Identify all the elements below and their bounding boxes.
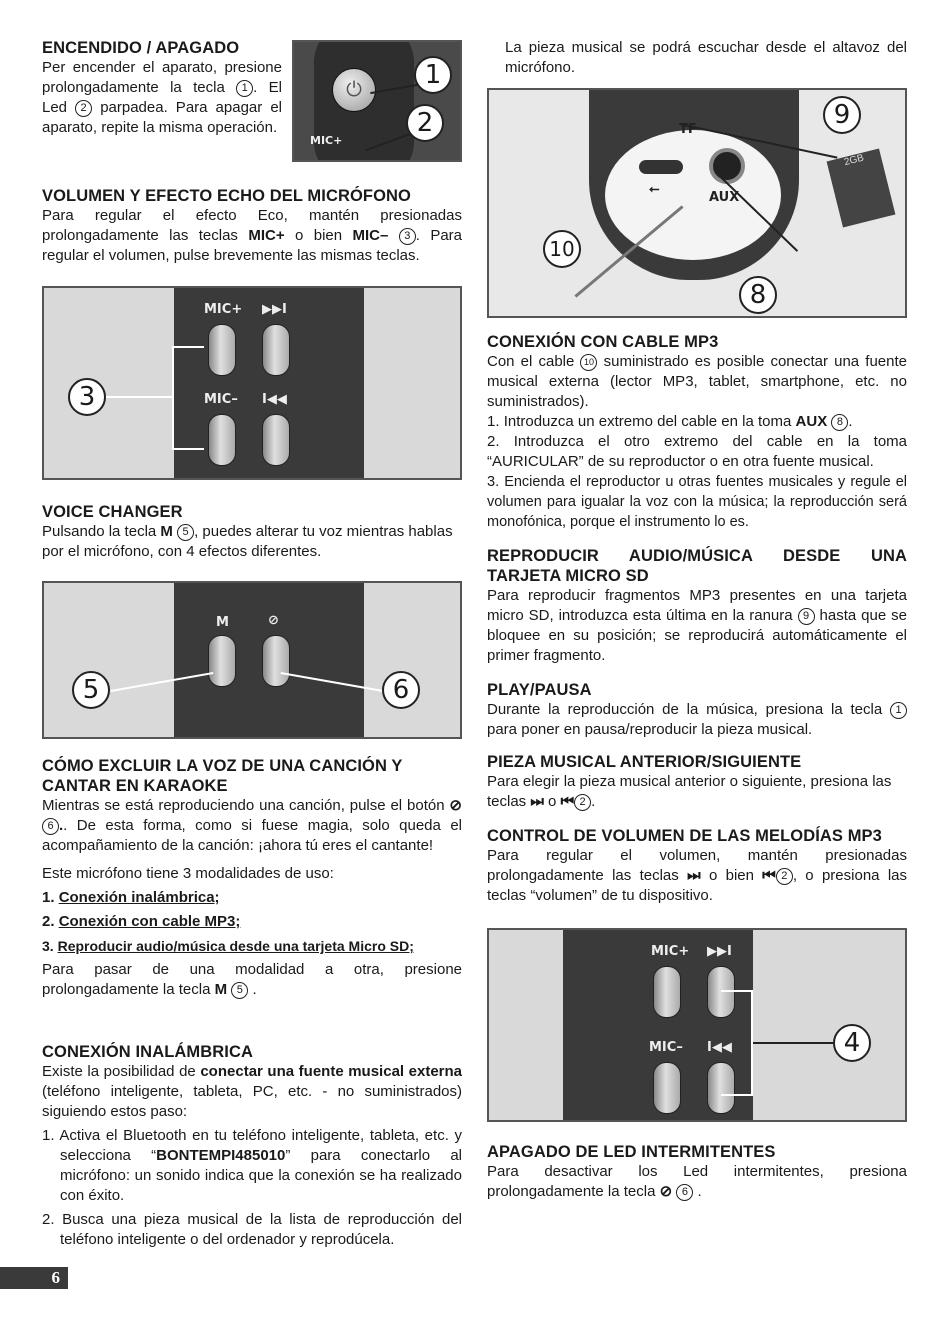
section-micro-sd <box>487 546 907 666</box>
aux-port <box>709 148 745 184</box>
section-text: Para pasar de una modalidad a otra, presione prolongadamente la tecla M 5 . <box>42 961 462 998</box>
prev-button <box>262 414 290 466</box>
section-text: Con el cable 10 suministrado es posible conectar una fuente musical externa (lector MP3, tablet, smartphone, etc. no suministrados). <box>487 353 907 410</box>
section-title: APAGADO DE LED INTERMITENTES <box>487 1143 776 1161</box>
section-karaoke <box>42 756 462 1000</box>
section-volume-echo <box>42 186 462 266</box>
section-play-pause <box>487 680 907 740</box>
aux-label: AUX <box>709 190 740 205</box>
section-title: VOICE CHANGER <box>42 503 183 521</box>
vocal-cut-icon: ⊘ <box>449 797 462 814</box>
section-text: Para regular el volumen, mantén presionadas prolongadamente las teclas ⏭ o bien ⏮ 2 , o presiona las teclas “volumen” de tu dispositivo. <box>487 847 908 904</box>
section-prev-next <box>487 752 907 812</box>
mic-plus-label: MIC+ <box>310 134 343 147</box>
section-mp3-cable <box>487 332 907 532</box>
sd-card: 2GB <box>827 148 896 227</box>
list-item: 2. Introduzca el otro extremo del cable en la toma “AURICULAR” de su reproductor o en otra fuente musical. <box>487 433 908 470</box>
mic-minus-button <box>208 414 236 466</box>
figure-mic-buttons <box>42 286 462 480</box>
mic-plus-button <box>653 966 681 1018</box>
section-text: Para desactivar los Led intermitentes, presiona prolongadamente la tecla ⊘ 6 . <box>487 1163 907 1200</box>
section-text: Per encender el aparato, presione prolongadamente la tecla 1 . El Led 2 parpadea. Para apagar el aparato, repite la misma operación. <box>42 59 283 136</box>
section-text: Para reproducir fragmentos MP3 presentes en una tarjeta micro SD, introduzca esta última en la ranura 9 hasta que se bloquee en su posición; se reproducirá automáticamente el primer fragmento. <box>487 587 907 664</box>
callout-8: 8 <box>739 276 777 314</box>
m-button <box>208 635 236 687</box>
section-title: ENCENDIDO / APAGADO <box>42 39 240 57</box>
section-text: Existe la posibilidad de conectar una fuente musical externa (teléfono inteligente, tableta, PC, etc. - no suministrados) siguiendo estos paso: <box>42 1063 463 1120</box>
section-power <box>42 38 282 138</box>
prev-icon: ⏮ <box>560 793 575 810</box>
mode-1: 1. Conexión inalámbrica; <box>42 889 220 906</box>
vocal-cut-icon: ⊘ <box>659 1183 673 1200</box>
section-led-off <box>487 1142 907 1202</box>
callout-3: 3 <box>68 378 106 416</box>
section-title: VOLUMEN Y EFECTO ECHO DEL MICRÓFONO <box>42 187 411 205</box>
callout-5: 5 <box>72 671 110 709</box>
mic-minus-label: MIC– <box>649 1040 683 1055</box>
section-text: Para regular el efecto Eco, mantén presionadas prolongadamente las teclas MIC+ o bien MIC– 3 . Para regular el volumen, pulse brevemente las mismas teclas. <box>42 207 463 264</box>
section-text: Durante la reproducción de la música, presiona la tecla 1 para poner en pausa/reproducir la pieza musical. <box>487 700 907 740</box>
usb-port <box>639 160 683 174</box>
vocal-cut-button <box>262 635 290 687</box>
callout-6: 6 <box>382 671 420 709</box>
mic-plus-button <box>208 324 236 376</box>
tf-label: TF <box>679 122 697 137</box>
mic-plus-label: MIC+ <box>204 302 243 317</box>
mic-minus-button <box>653 1062 681 1114</box>
figure-power-button <box>292 40 462 162</box>
section-title: PIEZA MUSICAL ANTERIOR/SIGUIENTE <box>487 753 802 771</box>
callout-4: 4 <box>833 1024 871 1062</box>
section-text: Mientras se está reproduciendo una canción, pulse el botón ⊘ 6 .. De esta forma, como si fuese magia, solo queda el acompañamiento de la canción: ¡ahora tú eres el cantante! <box>42 797 462 854</box>
callout-2: 2 <box>406 104 444 142</box>
list-item: 1. Activa el Bluetooth en tu teléfono inteligente, tableta, etc. y selecciona “BONTEMPI485010” para conectarlo al micrófono: un sonido indica que la conexión se ha realizado con éxito. <box>42 1127 462 1204</box>
figure-voice-buttons <box>42 581 462 739</box>
next-icon: ⏭ <box>530 793 544 810</box>
next-label: ▶▶I <box>707 944 732 959</box>
page-number: 6 <box>0 1267 68 1289</box>
callout-1: 1 <box>414 56 452 94</box>
figure-ports <box>487 88 907 318</box>
mode-3: 3. Reproducir audio/música desde una tarjeta Micro SD; <box>42 938 414 954</box>
figure-track-buttons <box>487 928 907 1122</box>
intro-text: La pieza musical se podrá escuchar desde el altavoz del micrófono. <box>505 39 907 76</box>
prev-label: I◀◀ <box>707 1040 732 1055</box>
section-wireless <box>42 1042 462 1250</box>
callout-9: 9 <box>823 96 861 134</box>
mic-plus-label: MIC+ <box>651 944 690 959</box>
list-item: 1. Introduzca un extremo del cable en la toma AUX 8 . <box>487 413 853 430</box>
section-title: CONEXIÓN INALÁMBRICA <box>42 1043 253 1061</box>
section-title: CÓMO EXCLUIR LA VOZ DE UNA CANCIÓN Y CANTAR EN KARAOKE <box>42 757 403 795</box>
section-title: REPRODUCIR AUDIO/MÚSICA DESDE UNA TARJETA MICRO SD <box>487 547 907 585</box>
usb-icon: ⭠ <box>649 182 660 197</box>
section-mp3-volume <box>487 826 907 906</box>
section-voice-changer <box>42 502 462 562</box>
m-label: M <box>216 615 229 630</box>
prev-icon: ⏮ <box>762 867 776 884</box>
mute-icon: ⊘ <box>268 613 279 628</box>
prev-label: I◀◀ <box>262 392 287 407</box>
section-text: Para elegir la pieza musical anterior o siguiente, presiona las teclas ⏭ o ⏮ 2 . <box>487 773 892 810</box>
next-label: ▶▶I <box>262 302 287 317</box>
section-text: Pulsando la tecla M 5 , puedes alterar tu voz mientras hablas por el micrófono, con 4 efectos diferentes. <box>42 523 453 560</box>
power-icon: ⏻ <box>332 68 376 112</box>
mode-2: 2. Conexión con cable MP3; <box>42 913 241 930</box>
list-item: 3. Encienda el reproductor u otras fuentes musicales y regule el volumen para igualar la voz con la música; la reproducción será monofónica, porque el instrumento lo es. <box>487 474 908 530</box>
section-title: CONEXIÓN CON CABLE MP3 <box>487 333 719 351</box>
callout-10: 10 <box>543 230 581 268</box>
next-button <box>262 324 290 376</box>
mic-minus-label: MIC– <box>204 392 238 407</box>
next-icon: ⏭ <box>687 867 701 884</box>
list-item: 2. Busca una pieza musical de la lista de reproducción del teléfono inteligente o del ordenador y reprodúcela. <box>42 1211 462 1248</box>
section-title: PLAY/PAUSA <box>487 681 592 699</box>
section-title: CONTROL DE VOLUMEN DE LAS MELODÍAS MP3 <box>487 827 882 845</box>
section-text: Este micrófono tiene 3 modalidades de uso: <box>42 865 334 882</box>
